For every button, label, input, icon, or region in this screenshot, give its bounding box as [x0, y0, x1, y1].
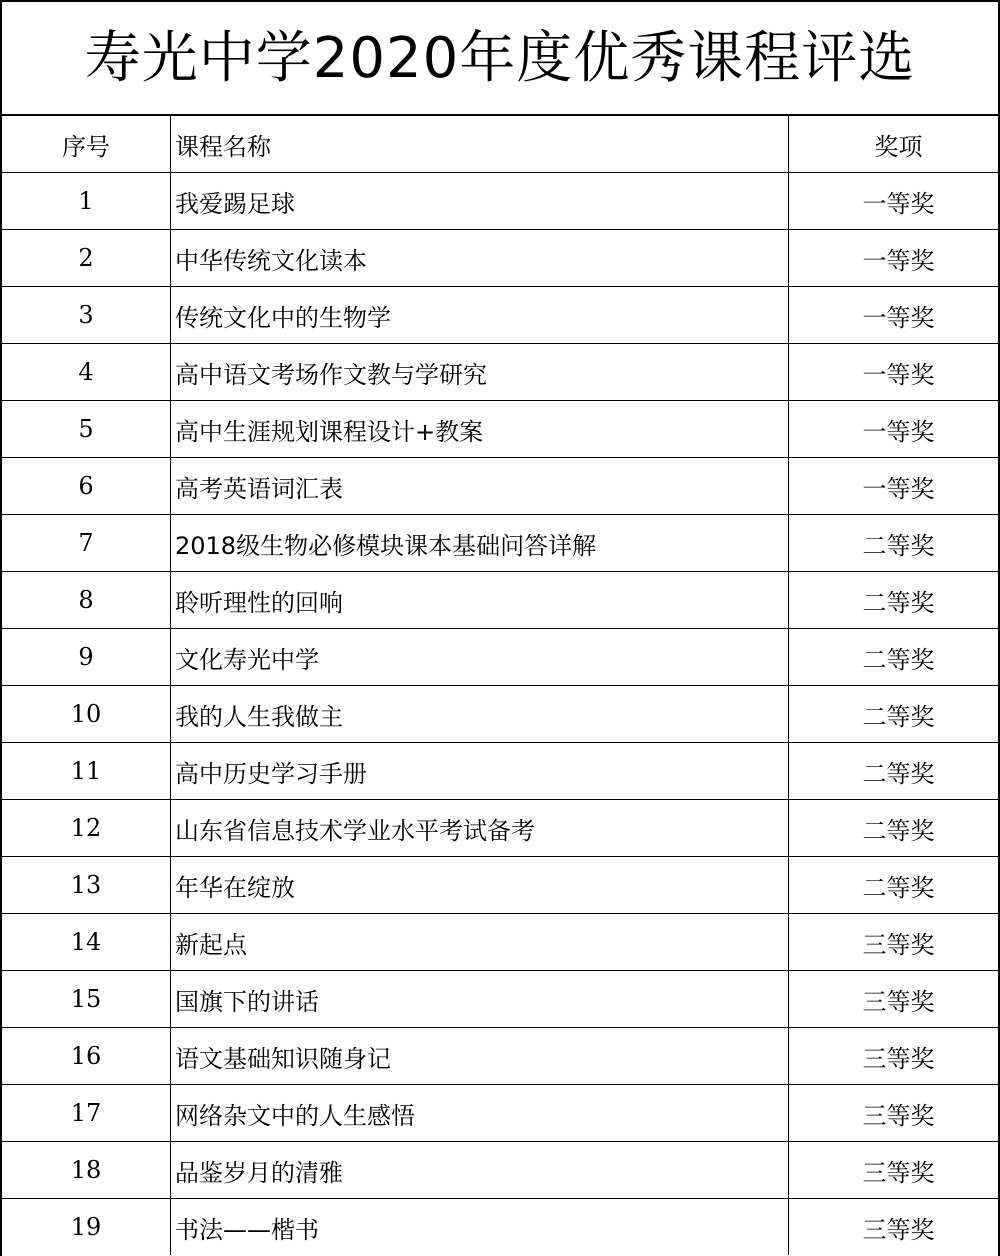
cell-no: 15	[2, 971, 171, 1028]
cell-no: 10	[2, 686, 171, 743]
cell-course-name: 品鉴岁月的清雅	[171, 1142, 789, 1199]
table-row	[2, 344, 998, 401]
cell-no: 9	[2, 629, 171, 686]
table-row	[2, 914, 998, 971]
cell-no: 8	[2, 572, 171, 629]
cell-award: 一等奖	[789, 344, 999, 401]
cell-no: 13	[2, 857, 171, 914]
cell-no: 4	[2, 344, 171, 401]
cell-award: 三等奖	[862, 1215, 935, 1244]
cell-course-name: 高中生涯规划课程设计+教案	[171, 401, 789, 458]
cell-course-name: 我的人生我做主	[171, 686, 789, 743]
cell-course-name: 年华在绽放	[171, 857, 789, 914]
table-row	[2, 458, 998, 515]
table-row	[2, 1085, 998, 1142]
table-row	[2, 686, 998, 743]
table-row	[2, 743, 998, 800]
cell-no: 2	[2, 230, 171, 287]
cell-no: 17	[2, 1085, 171, 1142]
course-table	[2, 116, 998, 1255]
cell-award: 二等奖	[789, 686, 999, 743]
cell-course-name: 山东省信息技术学业水平考试备考	[171, 800, 789, 857]
cell-no: 19	[2, 1199, 171, 1256]
header-award: 奖项	[789, 116, 999, 173]
cell-award: 二等奖	[789, 572, 999, 629]
header-no: 序号	[2, 116, 171, 173]
cell-course-name: 2018级生物必修模块课本基础问答详解	[171, 515, 789, 572]
table-row	[2, 800, 998, 857]
table-row	[2, 971, 998, 1028]
cell-course-name: 文化寿光中学	[171, 629, 789, 686]
cell-course-name: 高考英语词汇表	[171, 458, 789, 515]
cell-course-name: 中华传统文化读本	[171, 230, 789, 287]
cell-course-name: 语文基础知识随身记	[171, 1028, 789, 1085]
cell-award: 二等奖	[789, 743, 999, 800]
cell-no: 11	[2, 743, 171, 800]
cell-award: 三等奖	[789, 1028, 999, 1085]
cell-no: 18	[2, 1142, 171, 1199]
cell-course-name: 我爱踢足球	[171, 173, 789, 230]
table-row	[2, 1028, 998, 1085]
table-row	[2, 572, 998, 629]
cell-award: 二等奖	[789, 629, 999, 686]
cell-award: 一等奖	[789, 287, 999, 344]
cell-award: 一等奖	[789, 230, 999, 287]
table-row	[2, 1142, 998, 1199]
cell-no: 1	[2, 173, 171, 230]
cell-course-name: 传统文化中的生物学	[171, 287, 789, 344]
table-row	[2, 287, 998, 344]
cell-no: 6	[2, 458, 171, 515]
cell-course-name: 书法——楷书	[171, 1199, 789, 1256]
cell-course-name: 高中语文考场作文教与学研究	[171, 344, 789, 401]
cell-course-name: 高中历史学习手册	[171, 743, 789, 800]
cell-course-name: 网络杂文中的人生感悟	[171, 1085, 789, 1142]
cell-award: 二等奖	[789, 857, 999, 914]
table-row	[2, 515, 998, 572]
page-title: 寿光中学2020年度优秀课程评选	[2, 2, 998, 116]
cell-award: 一等奖	[789, 173, 999, 230]
table-row	[2, 1199, 998, 1256]
table-row	[2, 857, 998, 914]
cell-no: 12	[2, 800, 171, 857]
cell-course-name: 聆听理性的回响	[171, 572, 789, 629]
cell-award: 一等奖	[789, 458, 999, 515]
cell-award: 三等奖	[789, 1085, 999, 1142]
table-header-row	[2, 116, 998, 173]
cell-award: 三等奖	[789, 1142, 999, 1199]
cell-award: 二等奖	[789, 515, 999, 572]
cell-no: 5	[2, 401, 171, 458]
table-row	[2, 401, 998, 458]
table-row	[2, 173, 998, 230]
cell-award: 三等奖	[789, 914, 999, 971]
cell-course-name: 新起点	[171, 914, 789, 971]
cell-award: 二等奖	[789, 800, 999, 857]
cell-award: 一等奖	[789, 401, 999, 458]
table-row	[2, 629, 998, 686]
table-row	[2, 230, 998, 287]
header-course-name: 课程名称	[171, 116, 789, 173]
cell-no: 14	[2, 914, 171, 971]
cell-no: 16	[2, 1028, 171, 1085]
cell-no: 7	[2, 515, 171, 572]
cell-award: 三等奖	[789, 971, 999, 1028]
cell-course-name: 国旗下的讲话	[171, 971, 789, 1028]
cell-no: 3	[2, 287, 171, 344]
